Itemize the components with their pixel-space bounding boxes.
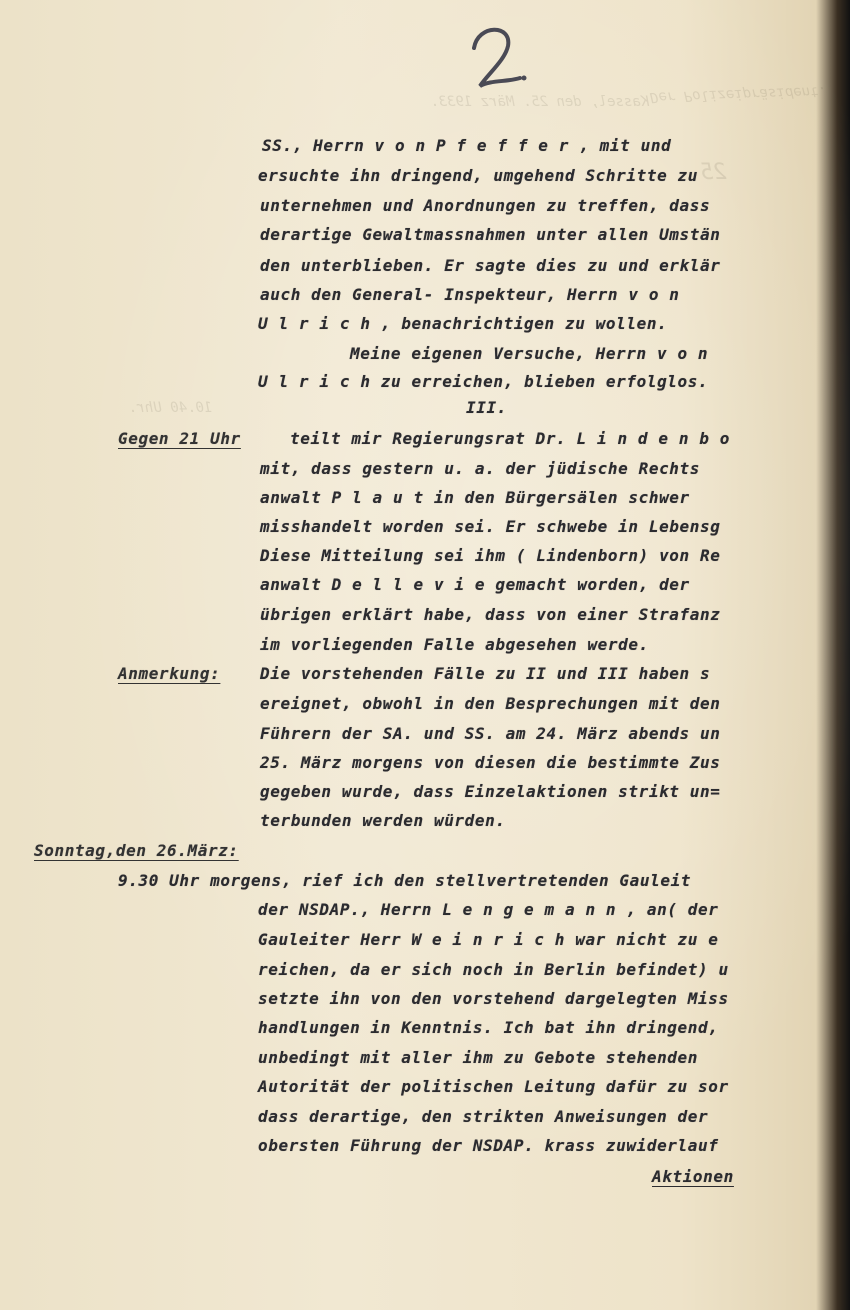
text-line: anwalt D e l l e v i e gemacht worden, der — [260, 575, 690, 594]
text-line: handlungen in Kenntnis. Ich bat ihn dringend, — [258, 1018, 719, 1037]
text-line: im vorliegenden Falle abgesehen werde. — [260, 635, 649, 654]
text-line: terbunden werden würden. — [260, 811, 506, 830]
text-line: übrigen erklärt habe, dass von einer Strafanz — [260, 605, 721, 624]
text-line: Diese Mitteilung sei ihm ( Lindenborn) von Re — [260, 546, 721, 565]
text-line: den unterblieben. Er sagte dies zu und erklär — [260, 256, 721, 275]
text-line: unternehmen und Anordnungen zu treffen, dass — [260, 196, 711, 215]
date-heading: Sonntag,den 26.März: — [34, 841, 239, 860]
bleed-through-text: Der Polizeipräsident. — [649, 82, 828, 106]
text-line: Die vorstehenden Fälle zu II und III haben s — [260, 664, 711, 683]
section-heading: Gegen 21 Uhr — [118, 429, 241, 448]
text-line: ersuchte ihn dringend, umgehend Schritte zu — [258, 166, 699, 185]
text-line: U l r i c h zu erreichen, blieben erfolglos. — [258, 372, 709, 391]
text-line: Gauleiter Herr W e i n r i c h war nicht zu e — [258, 930, 719, 949]
text-line: Autorität der politischen Leitung dafür zu sor — [258, 1077, 729, 1096]
text-line: der NSDAP., Herrn L e n g e m a n n , an( der — [258, 900, 719, 919]
bleed-through-text: 10.40 Uhr. — [128, 400, 213, 416]
text-line: U l r i c h , benachrichtigen zu wollen. — [258, 314, 668, 333]
note-heading: Anmerkung: — [118, 664, 221, 683]
section-number: III. — [466, 398, 507, 417]
text-line: gegeben wurde, dass Einzelaktionen strikt un= — [260, 782, 721, 801]
text-line: setzte ihn von den vorstehend dargelegten Miss — [258, 989, 729, 1008]
text-line: Führern der SA. und SS. am 24. März abends un — [260, 724, 721, 743]
text-line: ereignet, obwohl in den Besprechungen mit den — [260, 694, 721, 713]
text-line: SS., Herrn v o n P f e f f e r , mit und — [262, 136, 672, 155]
text-line: misshandelt worden sei. Er schwebe in Lebensg — [260, 517, 721, 536]
text-line: teilt mir Regierungsrat Dr. L i n d e n b o — [290, 429, 731, 448]
handwritten-page-number — [460, 18, 540, 98]
text-line: obersten Führung der NSDAP. krass zuwiderlauf — [258, 1136, 719, 1155]
bleed-through-text: Kassel, den 25. März 1933. — [430, 94, 650, 110]
text-line: dass derartige, den strikten Anweisungen der — [258, 1107, 709, 1126]
text-line: auch den General- Inspekteur, Herrn v o n — [260, 285, 680, 304]
catchword: Aktionen — [652, 1167, 734, 1186]
text-line: unbedingt mit aller ihm zu Gebote stehenden — [258, 1048, 699, 1067]
bleed-through-text: 25 — [700, 160, 727, 185]
text-line: Meine eigenen Versuche, Herrn v o n — [350, 344, 709, 363]
text-line: 25. März morgens von diesen die bestimmte Zus — [260, 753, 721, 772]
text-line: anwalt P l a u t in den Bürgersälen schwer — [260, 488, 690, 507]
text-line: reichen, da er sich noch in Berlin befindet) u — [258, 960, 729, 979]
text-line: derartige Gewaltmassnahmen unter allen Umstän — [260, 225, 721, 244]
text-line: 9.30 Uhr morgens, rief ich den stellvertretenden Gauleit — [118, 871, 692, 890]
text-line: mit, dass gestern u. a. der jüdische Rechts — [260, 459, 701, 478]
